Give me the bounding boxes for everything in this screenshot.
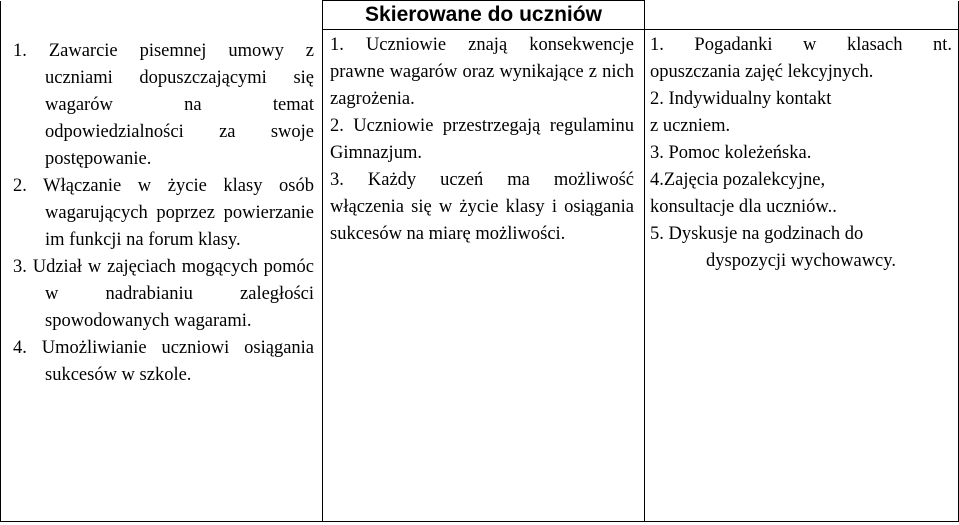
item-text: Uczniowie przestrzegają regulaminu Gimnazjum. xyxy=(330,116,634,163)
column-methods xyxy=(645,30,959,522)
list-item: 1. Pogadanki w klasach nt. xyxy=(650,35,952,55)
item-text: Umożliwianie uczniowi osiągania sukcesów w szkole. xyxy=(41,337,315,385)
list-item xyxy=(13,335,315,389)
section-header: Skierowane do uczniów xyxy=(323,1,645,30)
item-text: Każdy uczeń ma możliwość włączenia się w życie klasy i osiągania sukcesów na miarę możliwości. xyxy=(330,170,635,244)
list-item xyxy=(330,113,634,167)
header-cell-empty xyxy=(1,1,323,30)
list-item-continued: konsultacje dla uczniów.. xyxy=(650,197,837,217)
list-item: 2. Indywidualny kontakt xyxy=(650,89,832,109)
list-item: 5. Dyskusje na godzinach do xyxy=(650,224,864,244)
list-item-continued: opuszczania zajęć lekcyjnych. xyxy=(650,62,874,82)
header-cell-empty-right xyxy=(645,1,959,30)
list-item: 4.Zajęcia pozalekcyjne, xyxy=(650,170,826,190)
list-item-continued: dyspozycji wychowawcy. xyxy=(706,251,896,271)
column-outcomes xyxy=(323,30,645,522)
list-item xyxy=(13,173,314,254)
item-text: Udział w zajęciach mogących pomóc w nadrabianiu zaległości spowodowanych wagarami. xyxy=(32,256,315,331)
header-row xyxy=(1,1,959,30)
list-item-continued: z uczniem. xyxy=(650,116,731,136)
list-item xyxy=(330,32,634,113)
list-item: 3. Pomoc koleżeńska. xyxy=(650,143,812,163)
list-item xyxy=(13,254,315,335)
item-number: 2. xyxy=(330,116,344,136)
column-actions xyxy=(1,30,323,522)
item-text: Zawarcie pisemnej umowy z uczniami dopuszczającymi się wagarów na temat odpowiedzialności za swoje postępowanie. xyxy=(45,40,314,169)
item-number: 4. xyxy=(13,337,27,358)
item-number: 1. xyxy=(330,35,344,55)
item-text: Uczniowie znają konsekwencje prawne wagarów oraz wynikające z nich zagrożenia. xyxy=(330,35,635,109)
item-number: 3. xyxy=(13,256,27,277)
list-item xyxy=(13,38,314,173)
item-number: 2. xyxy=(13,175,27,196)
item-text: Włączanie w życie klasy osób wagarujących poprzez powierzanie im funkcji na forum klasy. xyxy=(43,175,314,250)
item-number: 1. xyxy=(13,40,27,61)
list-item xyxy=(330,167,634,248)
content-row xyxy=(1,30,959,522)
item-number: 3. xyxy=(330,170,344,190)
